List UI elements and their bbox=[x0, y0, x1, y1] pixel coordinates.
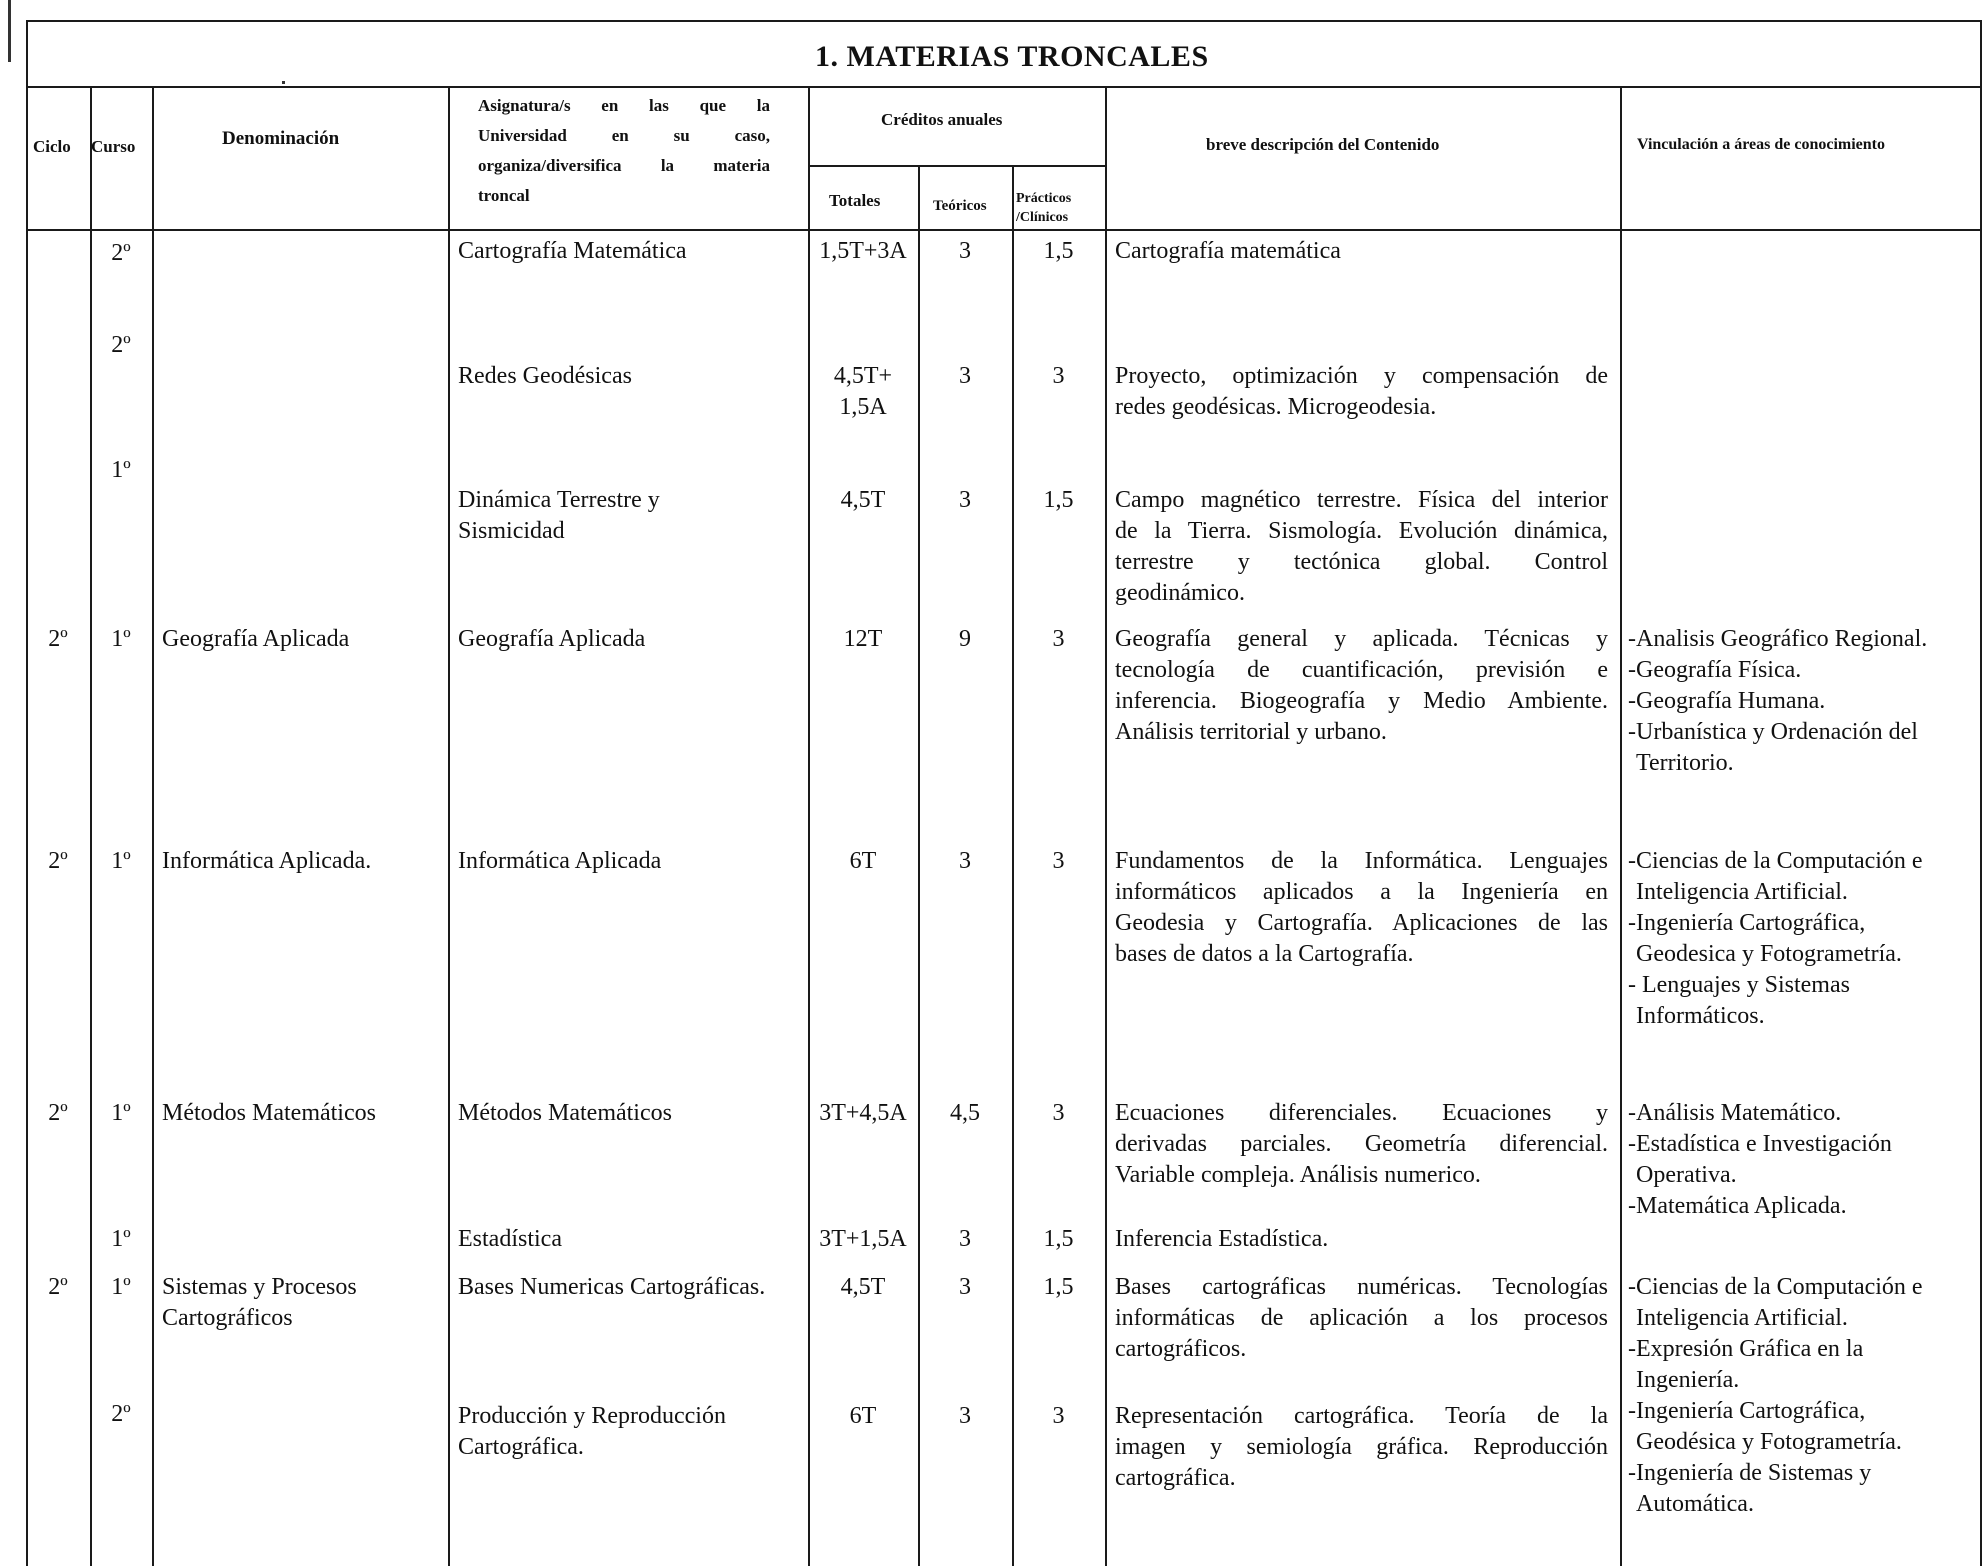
practicos-cell: 3 bbox=[1052, 848, 1065, 874]
descripcion-cell: Inferencia Estadística. bbox=[1115, 1226, 1329, 1252]
vinculacion-cell: -Geografía Física. bbox=[1628, 657, 1802, 683]
header-line: Asignatura/s en las que la bbox=[478, 96, 770, 115]
vinculacion-cell: -Analisis Geográfico Regional. bbox=[1628, 626, 1928, 652]
scan-mark bbox=[8, 0, 11, 62]
header-curso: Curso bbox=[91, 137, 136, 156]
grid-line bbox=[26, 229, 1980, 231]
header-practicos bbox=[1016, 189, 1071, 227]
curso-cell: 1º bbox=[111, 1274, 131, 1300]
vinculacion-cell: -Ingeniería de Sistemas y bbox=[1628, 1460, 1872, 1486]
descripcion-cell: geodinámico. bbox=[1115, 580, 1245, 606]
descripcion-cell: cartográfica. bbox=[1115, 1465, 1236, 1491]
curso-cell: 1º bbox=[111, 848, 131, 874]
teoricos-cell: 3 bbox=[959, 1403, 971, 1429]
vinculacion-cell: -Ciencias de la Computación e bbox=[1628, 848, 1923, 874]
asignatura-cell: Producción y Reproducción bbox=[458, 1403, 726, 1429]
asignatura-cell: Cartográfica. bbox=[458, 1434, 584, 1460]
asignatura-cell: Cartografía Matemática bbox=[458, 238, 687, 264]
teoricos-cell: 3 bbox=[959, 1226, 971, 1252]
header-line: organiza/diversifica la materia bbox=[478, 156, 770, 175]
descripcion-cell: bases de datos a la Cartografía. bbox=[1115, 941, 1414, 967]
asignatura-cell: Dinámica Terrestre y bbox=[458, 487, 660, 513]
descripcion-cell: informáticas de aplicación a los procesos bbox=[1115, 1305, 1608, 1331]
practicos-cell: 1,5 bbox=[1043, 1274, 1074, 1300]
grid-line bbox=[1620, 86, 1622, 1566]
teoricos-cell: 3 bbox=[959, 238, 971, 264]
header-ciclo: Ciclo bbox=[33, 137, 71, 156]
descripcion-cell: terrestre y tectónica global. Control bbox=[1115, 549, 1608, 575]
curso-cell: 2º bbox=[111, 1401, 131, 1427]
descripcion-cell: Geografía general y aplicada. Técnicas y bbox=[1115, 626, 1608, 652]
curso-cell: 2º bbox=[111, 240, 131, 266]
teoricos-cell: 3 bbox=[959, 1274, 971, 1300]
practicos-cell: 3 bbox=[1052, 363, 1065, 389]
asignatura-cell: Sismicidad bbox=[458, 518, 565, 544]
descripcion-cell: cartográficos. bbox=[1115, 1336, 1247, 1362]
practicos-cell: 3 bbox=[1052, 626, 1065, 652]
denominacion-cell: Métodos Matemáticos bbox=[162, 1100, 376, 1126]
header-teoricos: Teóricos bbox=[933, 198, 987, 214]
vinculacion-cell: -Matemática Aplicada. bbox=[1628, 1193, 1847, 1219]
descripcion-cell: Proyecto, optimización y compensación de bbox=[1115, 363, 1608, 389]
vinculacion-cell: -Ingeniería Cartográfica, bbox=[1628, 910, 1866, 936]
descripcion-cell: inferencia. Biogeografía y Medio Ambiente. bbox=[1115, 688, 1608, 714]
descripcion-cell: informáticos aplicados a la Ingeniería en bbox=[1115, 879, 1608, 905]
totales-cell: 1,5A bbox=[839, 394, 887, 420]
vinculacion-cell: -Expresión Gráfica en la bbox=[1628, 1336, 1864, 1362]
descripcion-cell: Representación cartográfica. Teoría de la bbox=[1115, 1403, 1608, 1429]
descripcion-cell: Bases cartográficas numéricas. Tecnologías bbox=[1115, 1274, 1608, 1300]
totales-cell: 3T+4,5A bbox=[819, 1100, 907, 1126]
vinculacion-cell: - Lenguajes y Sistemas bbox=[1628, 972, 1850, 998]
vinculacion-cell: -Geografía Humana. bbox=[1628, 688, 1826, 714]
vinculacion-cell: -Estadística e Investigación bbox=[1628, 1131, 1892, 1157]
denominacion-cell: Informática Aplicada. bbox=[162, 848, 372, 874]
totales-cell: 1,5T+3A bbox=[819, 238, 907, 264]
asignatura-cell: Geografía Aplicada bbox=[458, 626, 646, 652]
scan-mark bbox=[282, 81, 285, 84]
grid-line bbox=[26, 20, 1980, 22]
descripcion-cell: Análisis territorial y urbano. bbox=[1115, 719, 1387, 745]
descripcion-cell: Variable compleja. Análisis numerico. bbox=[1115, 1162, 1481, 1188]
descripcion-cell: redes geodésicas. Microgeodesia. bbox=[1115, 394, 1437, 420]
descripcion-cell: de la Tierra. Sismología. Evolución dinámica, bbox=[1115, 518, 1608, 544]
grid-line bbox=[90, 86, 92, 1566]
header-line: Prácticos bbox=[1016, 191, 1072, 206]
descripcion-cell: imagen y semiología gráfica. Reproducción bbox=[1115, 1434, 1608, 1460]
header-line: troncal bbox=[478, 186, 530, 205]
header-asignatura bbox=[478, 91, 770, 211]
vinculacion-cell: Geodesica y Fotogrametría. bbox=[1636, 941, 1902, 967]
teoricos-cell: 4,5 bbox=[950, 1100, 980, 1126]
vinculacion-cell: Geodésica y Fotogrametría. bbox=[1636, 1429, 1902, 1455]
descripcion-cell: Ecuaciones diferenciales. Ecuaciones y bbox=[1115, 1100, 1608, 1126]
practicos-cell: 1,5 bbox=[1043, 487, 1074, 513]
descripcion-cell: Geodesia y Cartografía. Aplicaciones de las bbox=[1115, 910, 1608, 936]
curso-cell: 1º bbox=[111, 1100, 131, 1126]
header-descripcion: breve descripción del Contenido bbox=[1206, 135, 1440, 154]
totales-cell: 4,5T+ bbox=[833, 363, 893, 389]
denominacion-cell: Sistemas y Procesos bbox=[162, 1274, 357, 1300]
grid-line bbox=[808, 86, 810, 1566]
grid-line bbox=[1105, 86, 1107, 1566]
vinculacion-cell: Territorio. bbox=[1636, 750, 1734, 776]
ciclo-cell: 2º bbox=[48, 848, 68, 874]
header-creditos: Créditos anuales bbox=[881, 110, 1003, 129]
grid-line bbox=[26, 86, 1980, 88]
asignatura-cell: Informática Aplicada bbox=[458, 848, 662, 874]
totales-cell: 6T bbox=[849, 1403, 877, 1429]
totales-cell: 3T+1,5A bbox=[819, 1226, 907, 1252]
asignatura-cell: Bases Numericas Cartográficas. bbox=[458, 1274, 766, 1300]
grid-line bbox=[26, 20, 28, 1566]
descripcion-cell: Fundamentos de la Informática. Lenguajes bbox=[1115, 848, 1608, 874]
teoricos-cell: 3 bbox=[959, 363, 971, 389]
teoricos-cell: 3 bbox=[959, 848, 971, 874]
descripcion-cell: tecnología de cuantificación, previsión e bbox=[1115, 657, 1608, 683]
vinculacion-cell: Operativa. bbox=[1636, 1162, 1737, 1188]
vinculacion-cell: Informáticos. bbox=[1636, 1003, 1765, 1029]
denominacion-cell: Cartográficos bbox=[162, 1305, 293, 1331]
vinculacion-cell: Ingeniería. bbox=[1636, 1367, 1740, 1393]
header-totales: Totales bbox=[829, 191, 881, 210]
totales-cell: 4,5T bbox=[840, 487, 886, 513]
grid-line bbox=[808, 165, 1105, 167]
curso-cell: 2º bbox=[111, 332, 131, 358]
asignatura-cell: Métodos Matemáticos bbox=[458, 1100, 672, 1126]
curso-cell: 1º bbox=[111, 626, 131, 652]
asignatura-cell: Redes Geodésicas bbox=[458, 363, 632, 389]
vinculacion-cell: -Ingeniería Cartográfica, bbox=[1628, 1398, 1866, 1424]
header-vinculacion: Vinculación a áreas de conocimiento bbox=[1637, 136, 1885, 153]
descripcion-cell: Cartografía matemática bbox=[1115, 238, 1341, 264]
totales-cell: 12T bbox=[843, 626, 883, 652]
practicos-cell: 1,5 bbox=[1043, 1226, 1074, 1252]
page-title: 1. MATERIAS TRONCALES bbox=[815, 40, 1209, 73]
grid-line bbox=[152, 86, 154, 1566]
practicos-cell: 1,5 bbox=[1043, 238, 1074, 264]
vinculacion-cell: -Análisis Matemático. bbox=[1628, 1100, 1842, 1126]
denominacion-cell: Geografía Aplicada bbox=[162, 626, 350, 652]
header-line: Universidad en su caso, bbox=[478, 126, 770, 145]
vinculacion-cell: -Ciencias de la Computación e bbox=[1628, 1274, 1923, 1300]
grid-line bbox=[448, 86, 450, 1566]
totales-cell: 6T bbox=[849, 848, 877, 874]
header-line: /Clínicos bbox=[1016, 210, 1069, 225]
vinculacion-cell: -Urbanística y Ordenación del bbox=[1628, 719, 1918, 745]
vinculacion-cell: Inteligencia Artificial. bbox=[1636, 1305, 1848, 1331]
asignatura-cell: Estadística bbox=[458, 1226, 562, 1252]
ciclo-cell: 2º bbox=[48, 1274, 68, 1300]
totales-cell: 4,5T bbox=[840, 1274, 886, 1300]
ciclo-cell: 2º bbox=[48, 1100, 68, 1126]
teoricos-cell: 9 bbox=[959, 626, 971, 652]
curso-cell: 1º bbox=[111, 1226, 131, 1252]
descripcion-cell: Campo magnético terrestre. Física del interior bbox=[1115, 487, 1608, 513]
practicos-cell: 3 bbox=[1052, 1100, 1065, 1126]
practicos-cell: 3 bbox=[1052, 1403, 1065, 1429]
vinculacion-cell: Automática. bbox=[1636, 1491, 1754, 1517]
ciclo-cell: 2º bbox=[48, 626, 68, 652]
vinculacion-cell: Inteligencia Artificial. bbox=[1636, 879, 1848, 905]
teoricos-cell: 3 bbox=[959, 487, 971, 513]
curso-cell: 1º bbox=[111, 457, 131, 483]
header-denominacion: Denominación bbox=[222, 128, 340, 149]
descripcion-cell: derivadas parciales. Geometría diferencial. bbox=[1115, 1131, 1608, 1157]
